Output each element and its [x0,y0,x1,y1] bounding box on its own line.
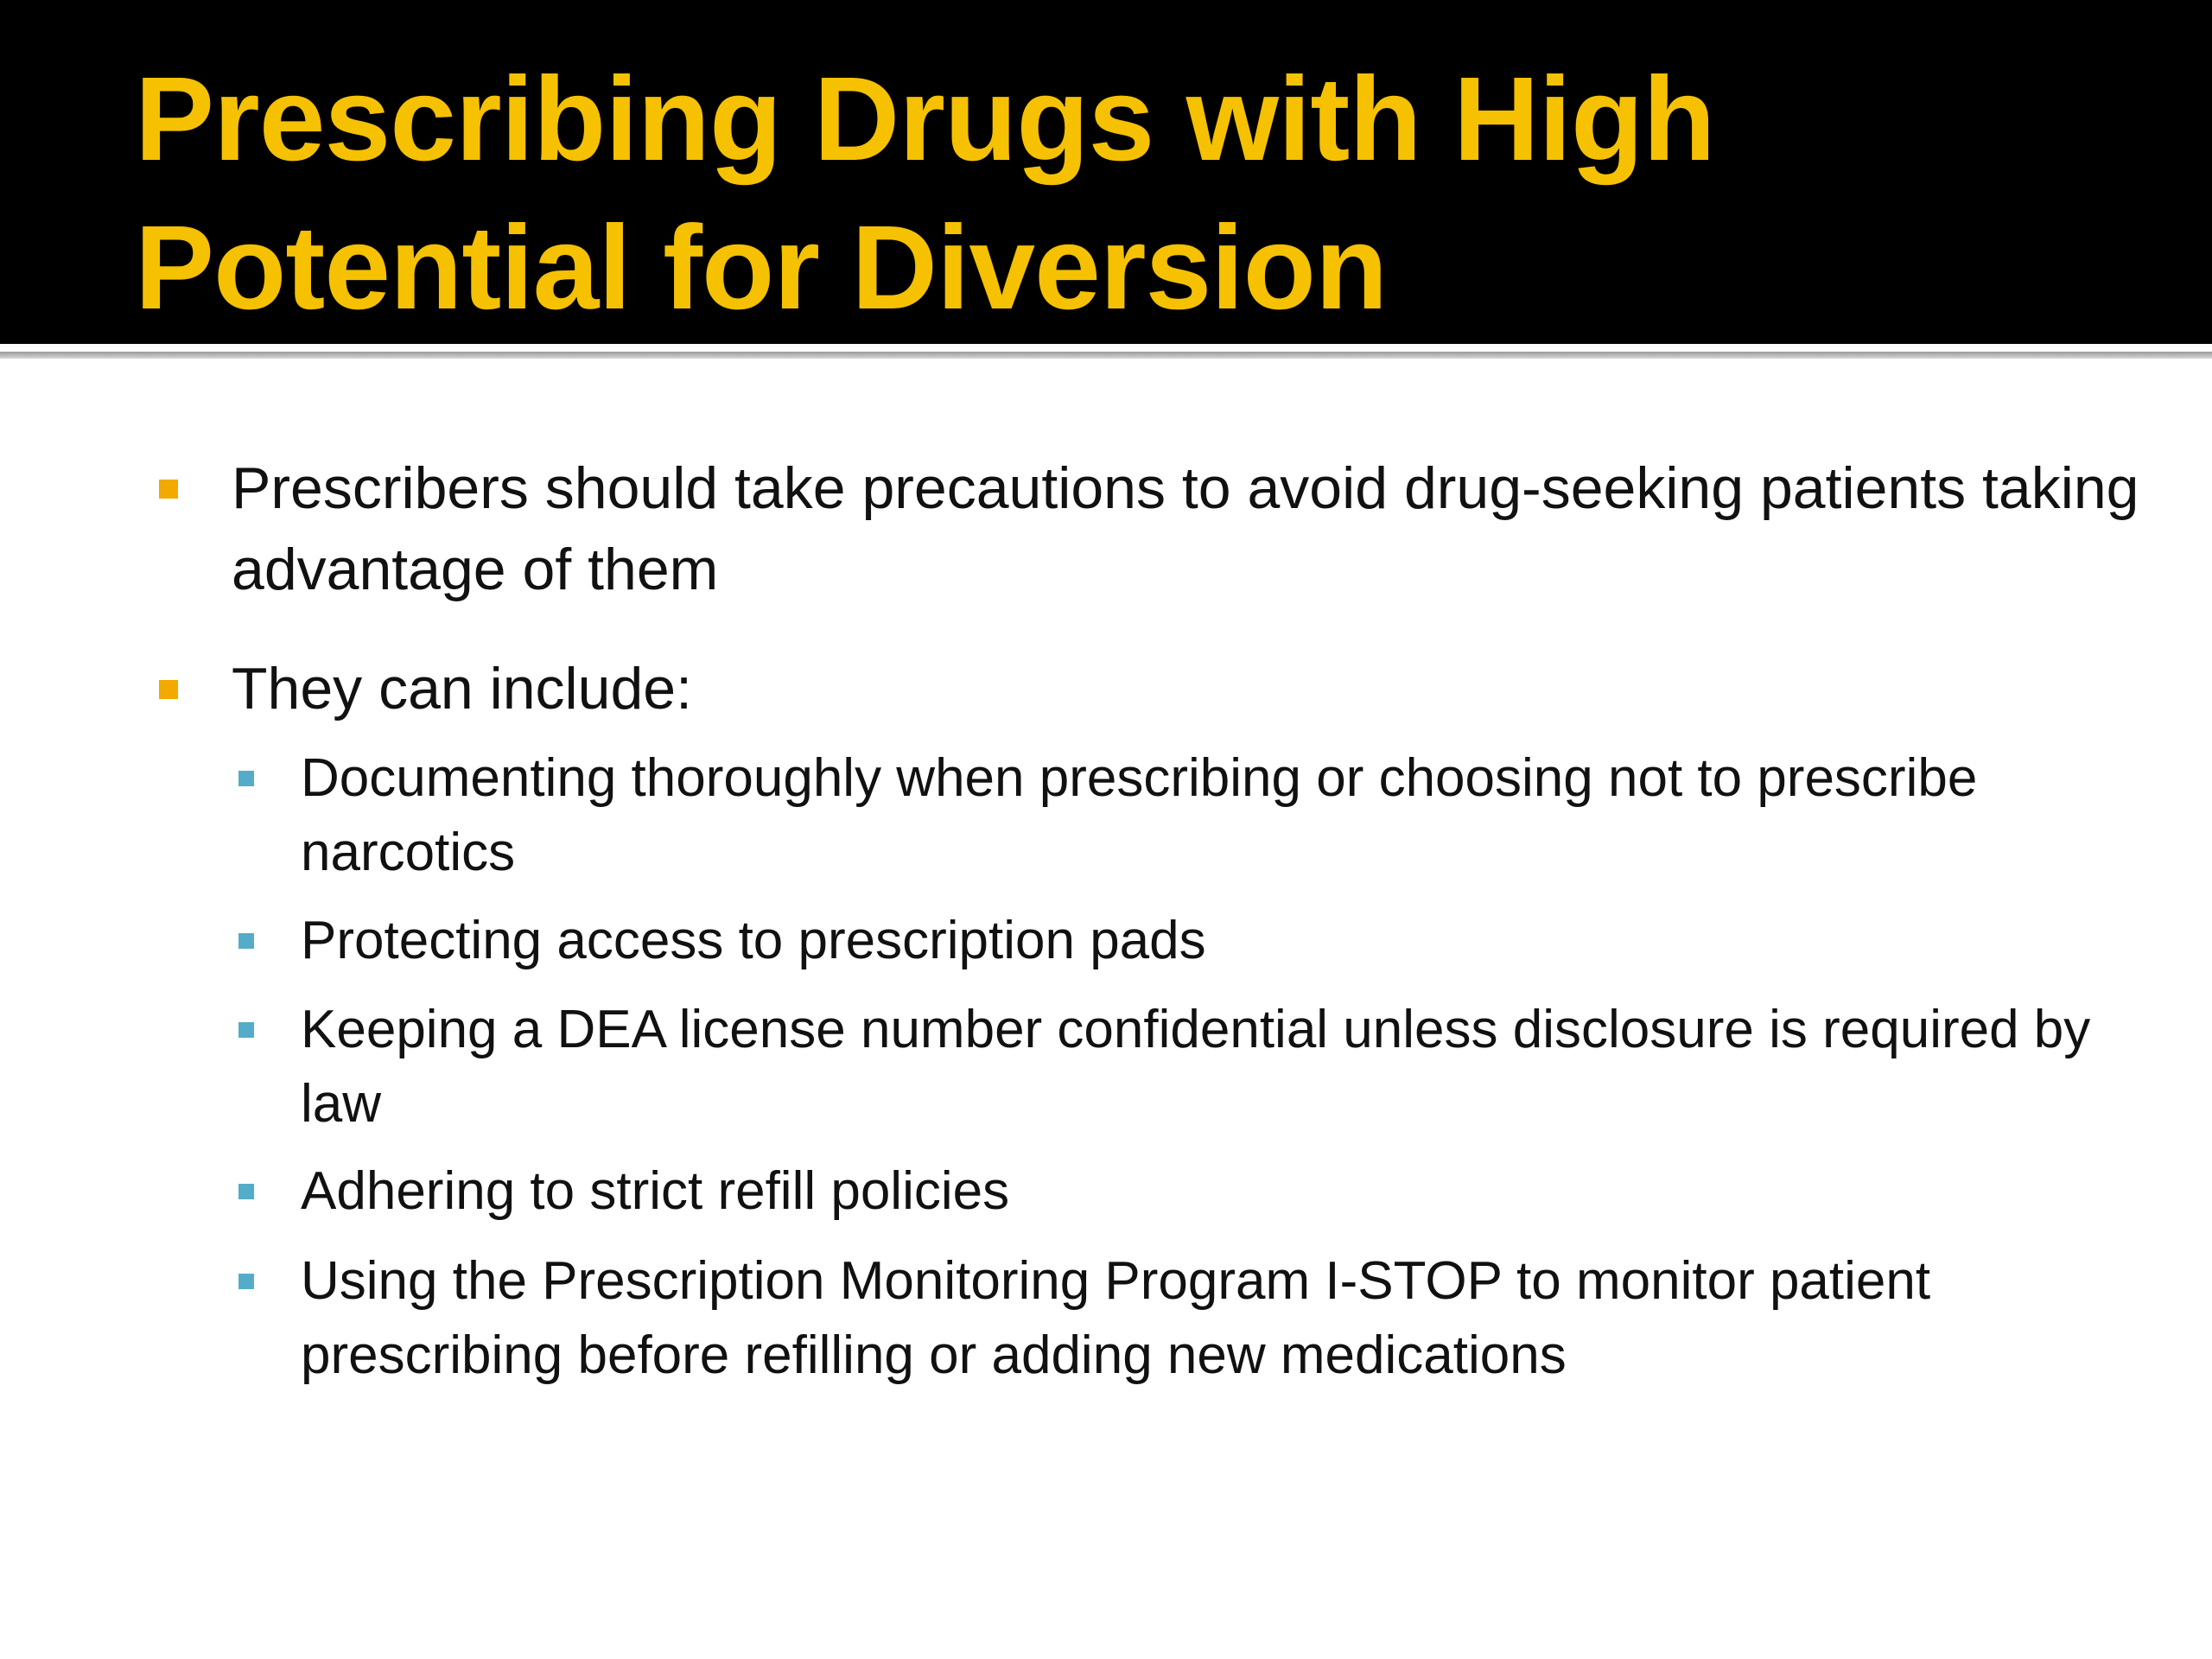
square-bullet-icon [238,1022,254,1038]
slide-title: Prescribing Drugs with High Potential for Diversion [135,53,1715,334]
sub-bullet-text: Adhering to strict refill policies [301,1161,1010,1221]
bullet-text: Prescribers should take precautions to avoid drug-seeking patients taking advantage of them [232,455,2139,602]
square-bullet-icon [238,933,254,949]
bullet-text: They can include: [232,656,692,721]
sub-bullet-text: Keeping a DEA license number confidential unless disclosure is required by law [301,1000,2091,1134]
square-bullet-icon [159,480,178,499]
square-bullet-icon [159,680,178,699]
square-bullet-icon [238,1274,254,1289]
sub-bullet-text: Using the Prescription Monitoring Program I-STOP to monitor patient prescribing before refilling or adding new medications [301,1251,1931,1385]
sub-bullet-text: Documenting thoroughly when prescribing or choosing not to prescribe narcotics [301,748,1978,882]
square-bullet-icon [238,771,254,786]
sub-bullet-text: Protecting access to prescription pads [301,911,1206,970]
square-bullet-icon [238,1184,254,1199]
